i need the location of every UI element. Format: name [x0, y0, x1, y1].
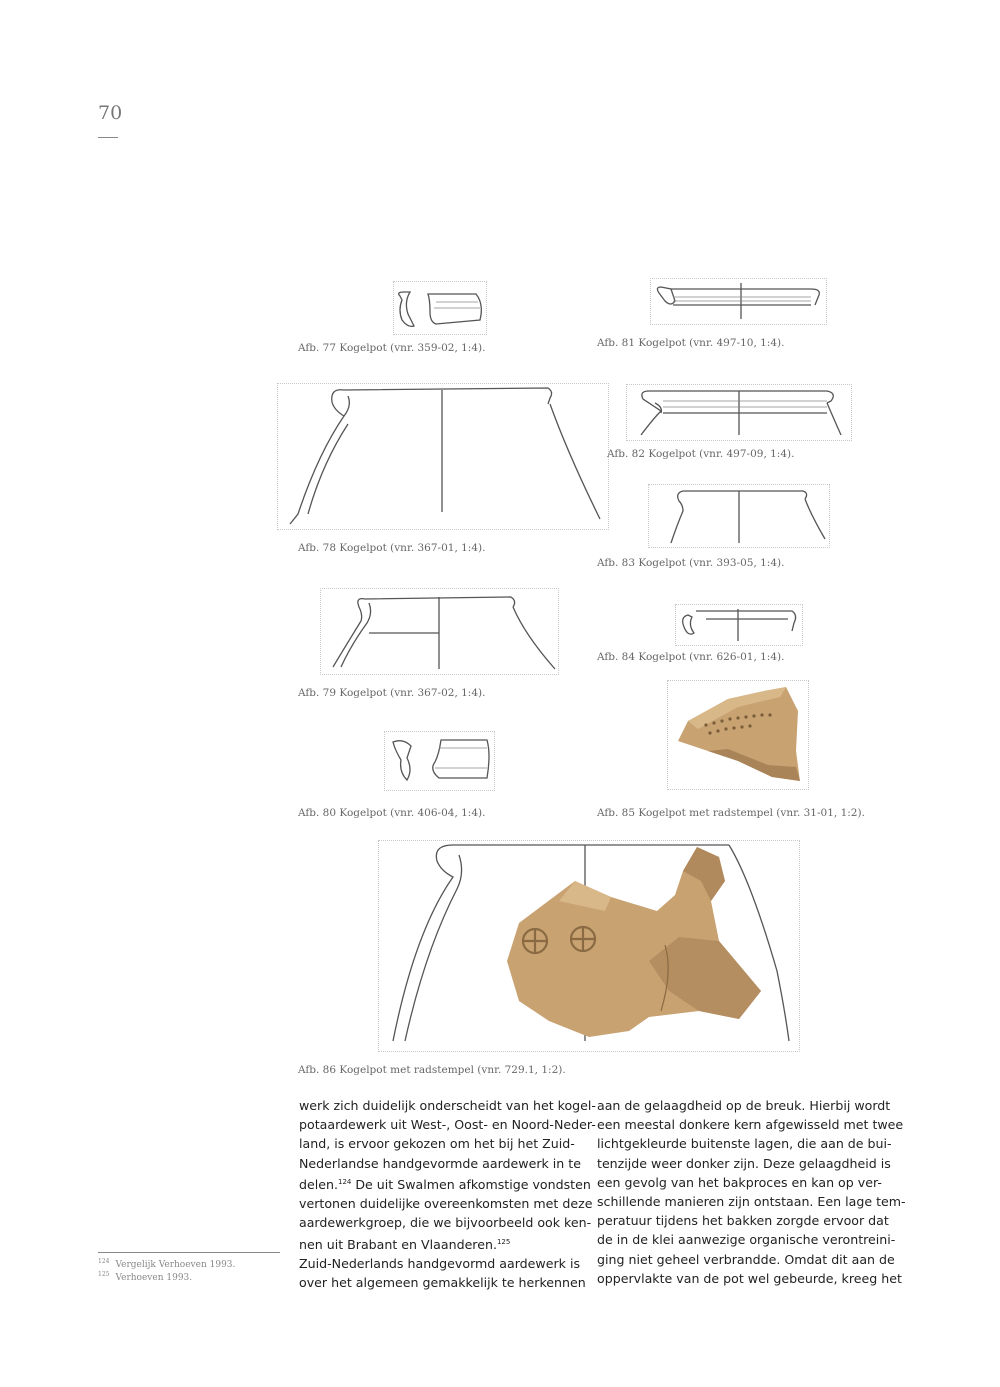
figure-afb82-drawing — [626, 384, 852, 441]
figure-afb86-caption: Afb. 86 Kogelpot met radstempel (vnr. 729.1, 1:2). — [298, 1064, 566, 1076]
figure-afb83-caption: Afb. 83 Kogelpot (vnr. 393-05, 1:4). — [597, 557, 785, 569]
footnote-ref-125[interactable]: 125 — [496, 1237, 511, 1246]
figure-afb81-drawing — [650, 278, 827, 325]
figure-afb84-caption: Afb. 84 Kogelpot (vnr. 626-01, 1:4). — [597, 651, 785, 663]
body-line: de in de klei aanwezige organische verontreini- — [597, 1232, 896, 1248]
body-line-text: nen uit Brabant en Vlaanderen. — [299, 1236, 497, 1252]
body-line: land, is ervoor gekozen om het bij het Zuid- — [299, 1136, 575, 1152]
body-line: Nederlandse handgevormde aardewerk in te — [299, 1155, 581, 1171]
body-line: potaardewerk uit West-, Oost- en Noord-Neder- — [299, 1117, 596, 1133]
figure-afb86-drawing — [378, 840, 800, 1052]
figure-afb78-caption: Afb. 78 Kogelpot (vnr. 367-01, 1:4). — [298, 542, 486, 554]
figure-afb77-drawing — [393, 281, 487, 335]
figure-afb82-caption: Afb. 82 Kogelpot (vnr. 497-09, 1:4). — [607, 448, 795, 460]
footnote-rule — [98, 1252, 280, 1253]
body-line: Zuid-Nederlands handgevormd aardewerk is — [299, 1256, 581, 1271]
body-line: een meestal donkere kern afgewisseld met twee — [597, 1117, 904, 1133]
body-line: lichtgekleurde buitenste lagen, die aan de bui- — [597, 1136, 892, 1152]
body-line: peratuur tijdens het bakken zorgde ervoor dat — [597, 1213, 889, 1229]
body-line: aan de gelaagdheid op de breuk. Hierbij wordt — [597, 1098, 891, 1113]
footnote-number: 125 — [98, 1271, 110, 1278]
body-line-text: delen. — [299, 1177, 338, 1192]
body-line: schillende manieren zijn ontstaan. Een lage tem- — [597, 1194, 906, 1210]
figure-afb78-drawing — [277, 383, 609, 530]
page-number: 70 — [98, 102, 123, 124]
body-line — [299, 1233, 589, 1254]
body-line: tenzijde weer donker zijn. Deze gelaagdheid is — [597, 1155, 891, 1171]
footnote-124 — [98, 1258, 235, 1270]
figure-afb84-drawing — [675, 604, 803, 646]
body-line — [299, 1173, 589, 1194]
page-number-rule — [98, 137, 118, 138]
body-line: werk zich duidelijk onderscheidt van het kogel- — [299, 1098, 596, 1113]
figure-afb80-drawing — [384, 731, 495, 791]
figure-afb80-caption: Afb. 80 Kogelpot (vnr. 406-04, 1:4). — [298, 807, 486, 819]
footnote-ref-124[interactable]: 124 — [337, 1177, 352, 1186]
body-line-text: De uit Swalmen afkomstige vondsten — [351, 1177, 591, 1192]
footnote-125 — [98, 1271, 192, 1283]
body-line: over het algemeen gemakkelijk te herkennen — [299, 1275, 586, 1291]
body-text-column-1 — [299, 1096, 596, 1292]
body-line: ging niet geheel verbrandde. Omdat dit aan de — [597, 1251, 895, 1267]
body-line: een gevolg van het bakproces en kan op ver- — [597, 1174, 882, 1190]
footnote-text: Vergelijk Verhoeven 1993. — [115, 1260, 236, 1270]
figure-afb81-caption: Afb. 81 Kogelpot (vnr. 497-10, 1:4). — [597, 337, 785, 349]
footnote-number: 124 — [98, 1258, 110, 1265]
figure-afb85-photo — [667, 680, 809, 790]
footnote-text: Verhoeven 1993. — [115, 1273, 193, 1283]
figure-afb77-caption: Afb. 77 Kogelpot (vnr. 359-02, 1:4). — [298, 342, 486, 354]
figure-afb79-caption: Afb. 79 Kogelpot (vnr. 367-02, 1:4). — [298, 687, 486, 699]
figure-afb83-drawing — [648, 484, 830, 548]
figure-afb79-drawing — [320, 588, 559, 675]
body-line: oppervlakte van de pot wel gebeurde, kreeg het — [597, 1270, 902, 1286]
body-text-column-2 — [597, 1096, 906, 1288]
body-line: vertonen duidelijke overeenkomsten met deze — [299, 1196, 593, 1212]
figure-afb85-caption: Afb. 85 Kogelpot met radstempel (vnr. 31-01, 1:2). — [597, 807, 865, 819]
body-line: aardewerkgroep, die we bijvoorbeeld ook ken- — [299, 1215, 592, 1231]
